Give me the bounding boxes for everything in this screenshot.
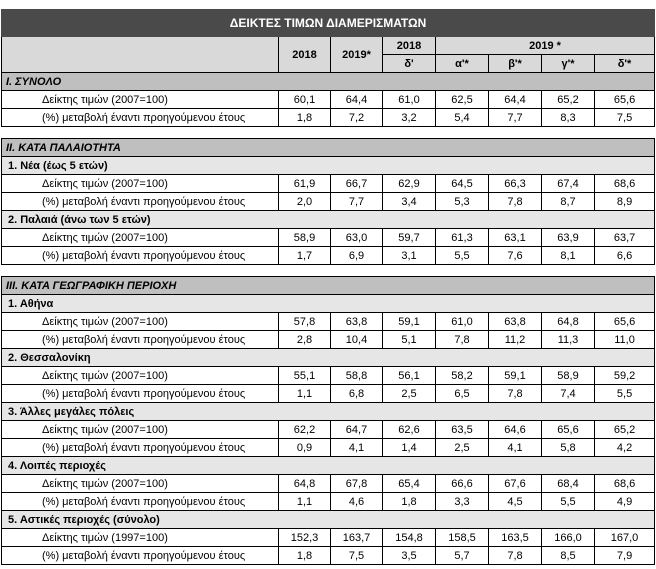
value-cell: 3,2 [383,109,436,127]
value-cell: 1,1 [279,385,331,403]
value-cell: 61,0 [436,313,489,331]
header-blank-cell [2,37,279,73]
group-header-row [2,295,655,313]
group-header-row [2,349,655,367]
value-cell: 63,7 [595,229,655,247]
table-row [2,193,655,211]
value-cell: 6,9 [331,247,383,265]
value-cell: 3,1 [383,247,436,265]
value-cell: 65,6 [595,313,655,331]
value-cell: 67,6 [489,475,542,493]
header-q1: α'* [436,55,489,73]
value-cell: 5,5 [595,385,655,403]
value-cell: 67,4 [542,175,595,193]
value-cell: 65,4 [383,475,436,493]
value-cell: 8,9 [595,193,655,211]
value-cell: 1,4 [383,439,436,457]
value-cell: 4,5 [489,493,542,511]
value-cell: 64,7 [331,421,383,439]
value-cell: 7,8 [436,331,489,349]
value-cell: 57,8 [279,313,331,331]
value-cell: 68,6 [595,475,655,493]
group-header-row [2,403,655,421]
value-cell: 7,6 [489,247,542,265]
value-cell: 61,3 [436,229,489,247]
row-label: (%) μεταβολή έναντι προηγούμενου έτους [2,493,279,511]
value-cell: 1,1 [279,493,331,511]
value-cell: 58,8 [331,367,383,385]
value-cell: 5,5 [542,493,595,511]
value-cell: 63,8 [489,313,542,331]
value-cell: 64,4 [489,91,542,109]
table-row [2,421,655,439]
value-cell: 61,9 [279,175,331,193]
value-cell: 65,2 [595,421,655,439]
value-cell: 59,7 [383,229,436,247]
row-label: (%) μεταβολή έναντι προηγούμενου έτους [2,247,279,265]
value-cell: 64,8 [279,475,331,493]
value-cell: 5,1 [383,331,436,349]
row-label: (%) μεταβολή έναντι προηγούμενου έτους [2,193,279,211]
value-cell: 7,7 [331,193,383,211]
section-title: II. ΚΑΤΑ ΠΑΛΑΙΟΤΗΤΑ [2,139,655,157]
value-cell: 7,5 [331,547,383,565]
section-header-row [2,277,655,295]
row-label: Δείκτης τιμών (2007=100) [2,229,279,247]
value-cell: 7,4 [542,385,595,403]
value-cell: 64,6 [489,421,542,439]
group-header-row [2,457,655,475]
value-cell: 58,9 [542,367,595,385]
value-cell: 154,8 [383,529,436,547]
group-title: 2. Θεσσαλονίκη [2,349,655,367]
value-cell: 63,1 [489,229,542,247]
row-label: (%) μεταβολή έναντι προηγούμενου έτους [2,331,279,349]
row-label: Δείκτης τιμών (2007=100) [2,421,279,439]
value-cell: 64,5 [436,175,489,193]
value-cell: 62,2 [279,421,331,439]
group-header-row [2,511,655,529]
value-cell: 68,4 [542,475,595,493]
value-cell: 6,8 [331,385,383,403]
table-row [2,331,655,349]
value-cell: 5,7 [436,547,489,565]
value-cell: 11,3 [542,331,595,349]
value-cell: 3,5 [383,547,436,565]
value-cell: 8,5 [542,547,595,565]
value-cell: 2,5 [383,385,436,403]
row-label: Δείκτης τιμών (2007=100) [2,367,279,385]
table-row [2,385,655,403]
value-cell: 65,6 [542,421,595,439]
value-cell: 5,5 [436,247,489,265]
row-label: (%) μεταβολή έναντι προηγούμενου έτους [2,439,279,457]
value-cell: 60,1 [279,91,331,109]
table-row [2,547,655,565]
value-cell: 3,4 [383,193,436,211]
header-2019: 2019* [331,37,383,73]
value-cell: 4,6 [331,493,383,511]
value-cell: 65,2 [542,91,595,109]
table-row [2,529,655,547]
row-label: Δείκτης τιμών (2007=100) [2,475,279,493]
value-cell: 65,6 [595,91,655,109]
group-header-row [2,211,655,229]
value-cell: 68,6 [595,175,655,193]
group-title: 5. Αστικές περιοχές (σύνολο) [2,511,655,529]
row-label: Δείκτης τιμών (1997=100) [2,529,279,547]
value-cell: 63,0 [331,229,383,247]
row-label: (%) μεταβολή έναντι προηγούμενου έτους [2,385,279,403]
value-cell: 6,5 [436,385,489,403]
table-row [2,109,655,127]
value-cell: 58,2 [436,367,489,385]
table-title-row [2,10,655,37]
row-label: (%) μεταβολή έναντι προηγούμενου έτους [2,547,279,565]
group-header-row [2,157,655,175]
value-cell: 59,1 [489,367,542,385]
spacer-row [2,127,655,139]
table-row [2,493,655,511]
spacer-cell [2,127,655,139]
value-cell: 8,7 [542,193,595,211]
value-cell: 62,9 [383,175,436,193]
group-title: 2. Παλαιά (άνω των 5 ετών) [2,211,655,229]
table-row [2,229,655,247]
row-label: Δείκτης τιμών (2007=100) [2,175,279,193]
section-title: I. ΣΥΝΟΛΟ [2,73,655,91]
value-cell: 6,6 [595,247,655,265]
value-cell: 64,4 [331,91,383,109]
header-q3: γ'* [542,55,595,73]
header-2019-group: 2019 * [436,37,655,55]
value-cell: 11,0 [595,331,655,349]
section-header-row [2,73,655,91]
value-cell: 66,6 [436,475,489,493]
value-cell: 7,8 [489,547,542,565]
section-title: III. ΚΑΤΑ ΓΕΩΓΡΑΦΙΚΗ ΠΕΡΙΟΧΗ [2,277,655,295]
value-cell: 7,2 [331,109,383,127]
header-q2: β'* [489,55,542,73]
value-cell: 7,8 [489,193,542,211]
value-cell: 152,3 [279,529,331,547]
row-label: Δείκτης τιμών (2007=100) [2,313,279,331]
value-cell: 167,0 [595,529,655,547]
value-cell: 5,3 [436,193,489,211]
value-cell: 59,1 [383,313,436,331]
value-cell: 5,8 [542,439,595,457]
value-cell: 67,8 [331,475,383,493]
value-cell: 1,8 [279,109,331,127]
table-row [2,367,655,385]
value-cell: 163,5 [489,529,542,547]
value-cell: 66,7 [331,175,383,193]
value-cell: 4,1 [489,439,542,457]
value-cell: 2,5 [436,439,489,457]
value-cell: 63,8 [331,313,383,331]
value-cell: 1,7 [279,247,331,265]
value-cell: 1,8 [383,493,436,511]
group-title: 4. Λοιπές περιοχές [2,457,655,475]
value-cell: 7,5 [595,109,655,127]
value-cell: 8,1 [542,247,595,265]
value-cell: 5,4 [436,109,489,127]
value-cell: 2,0 [279,193,331,211]
header-2018-q-year: 2018 [383,37,436,55]
group-title: 1. Νέα (έως 5 ετών) [2,157,655,175]
value-cell: 7,7 [489,109,542,127]
table-row [2,247,655,265]
table-row [2,439,655,457]
group-title: 1. Αθήνα [2,295,655,313]
value-cell: 3,3 [436,493,489,511]
spacer-row [2,265,655,277]
value-cell: 59,2 [595,367,655,385]
value-cell: 7,8 [489,385,542,403]
value-cell: 163,7 [331,529,383,547]
value-cell: 0,9 [279,439,331,457]
value-cell: 61,0 [383,91,436,109]
row-label: (%) μεταβολή έναντι προηγούμενου έτους [2,109,279,127]
value-cell: 58,9 [279,229,331,247]
table-title: ΔΕΙΚΤΕΣ ΤΙΜΩΝ ΔΙΑΜΕΡΙΣΜΑΤΩΝ [2,10,655,37]
value-cell: 11,2 [489,331,542,349]
value-cell: 8,3 [542,109,595,127]
value-cell: 63,5 [436,421,489,439]
value-cell: 63,9 [542,229,595,247]
value-cell: 64,8 [542,313,595,331]
value-cell: 2,8 [279,331,331,349]
row-label: Δείκτης τιμών (2007=100) [2,91,279,109]
table-row [2,475,655,493]
value-cell: 62,6 [383,421,436,439]
table-row [2,175,655,193]
header-q4: δ'* [595,55,655,73]
value-cell: 7,9 [595,547,655,565]
header-2018-q4: δ' [383,55,436,73]
table-row [2,313,655,331]
section-header-row [2,139,655,157]
value-cell: 4,9 [595,493,655,511]
value-cell: 66,3 [489,175,542,193]
value-cell: 56,1 [383,367,436,385]
value-cell: 55,1 [279,367,331,385]
value-cell: 62,5 [436,91,489,109]
header-row-1 [2,37,655,55]
value-cell: 158,5 [436,529,489,547]
table-row [2,91,655,109]
price-index-table [1,9,655,565]
value-cell: 4,2 [595,439,655,457]
group-title: 3. Άλλες μεγάλες πόλεις [2,403,655,421]
value-cell: 1,8 [279,547,331,565]
value-cell: 166,0 [542,529,595,547]
value-cell: 4,1 [331,439,383,457]
spacer-cell [2,265,655,277]
value-cell: 10,4 [331,331,383,349]
header-2018: 2018 [279,37,331,73]
